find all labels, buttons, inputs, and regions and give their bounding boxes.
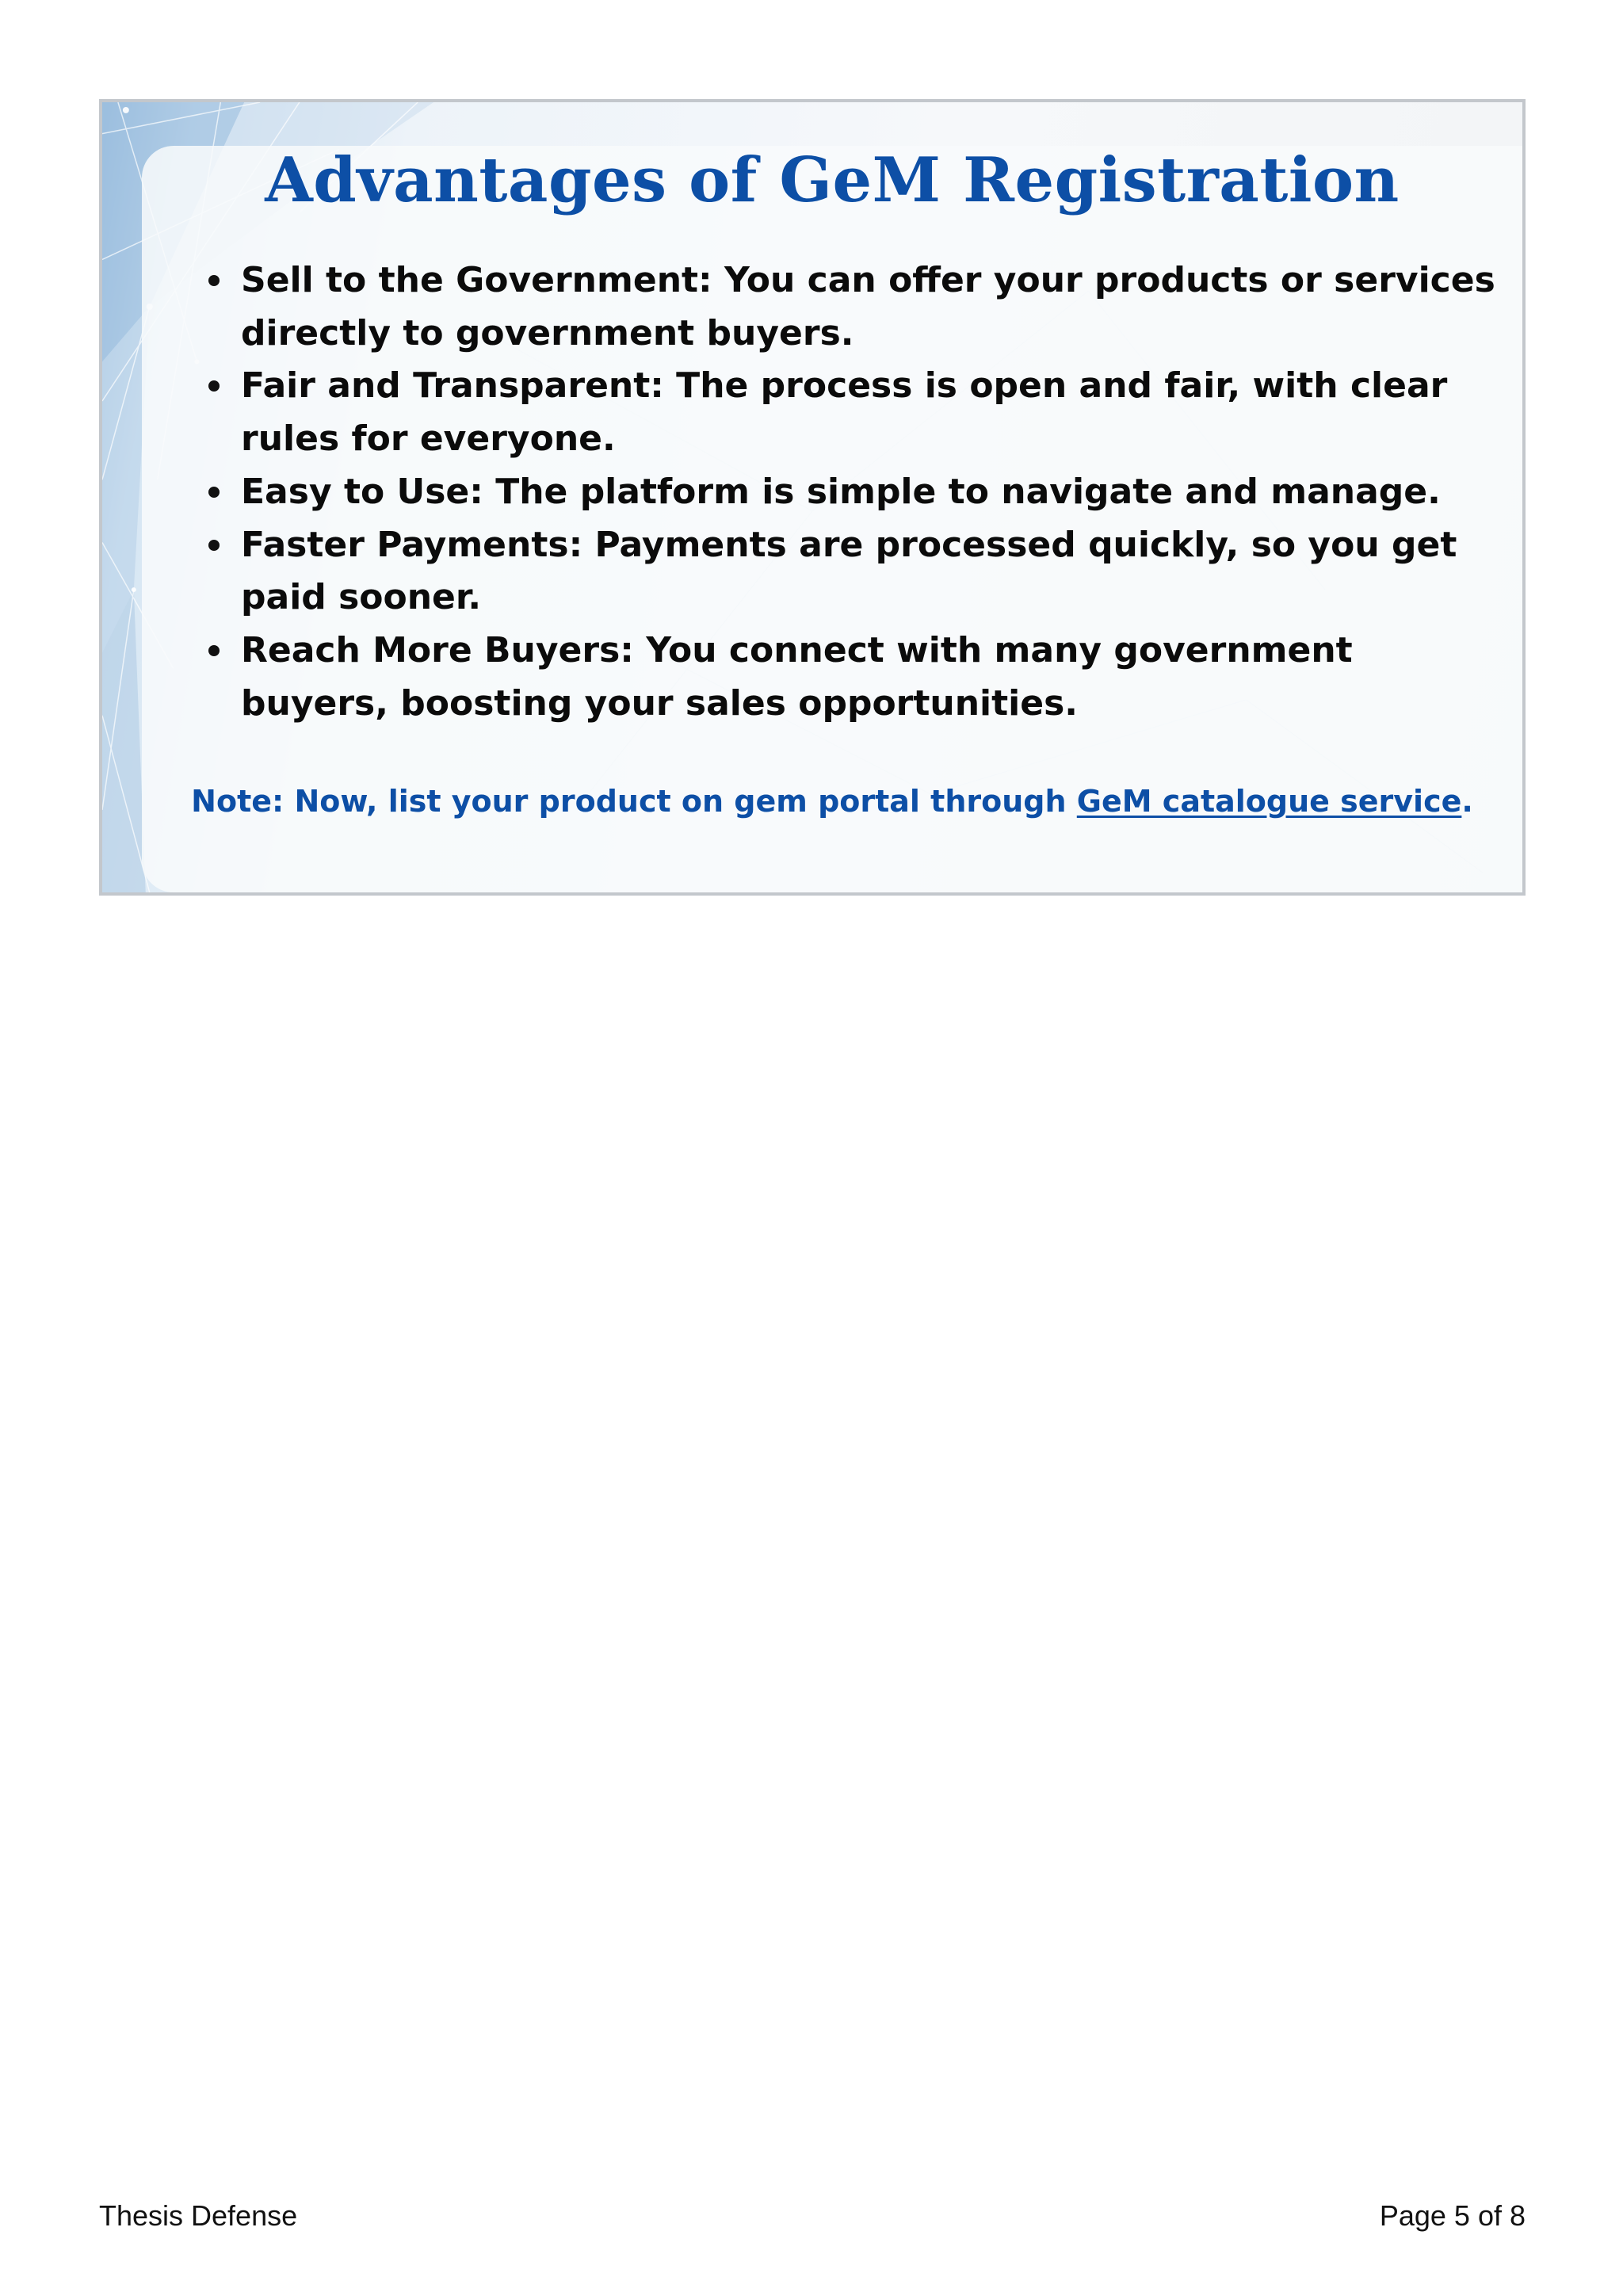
list-item-text: Faster Payments: Payments are processed quickly, so you get paid sooner. — [241, 524, 1457, 618]
slide-frame — [99, 99, 1526, 896]
footer-document-title: Thesis Defense — [99, 2199, 298, 2232]
bullet-icon — [208, 645, 220, 656]
list-item — [205, 519, 1505, 625]
list-item — [205, 360, 1505, 465]
bullet-icon — [208, 487, 220, 498]
footer-page-number: Page 5 of 8 — [1379, 2199, 1526, 2232]
list-item — [205, 466, 1505, 519]
list-item-text: Reach More Buyers: You connect with many government buyers, boosting your sales opportunities. — [241, 629, 1353, 724]
list-item-text: Easy to Use: The platform is simple to navigate and manage. — [241, 471, 1441, 512]
list-item — [205, 254, 1505, 360]
list-item — [205, 625, 1505, 730]
note-text — [142, 784, 1522, 820]
bullet-icon — [208, 540, 220, 551]
advantages-list — [205, 254, 1505, 730]
slide-title: Advantages of GeM Registration — [265, 144, 1400, 216]
gem-catalogue-service-link[interactable]: GeM catalogue service — [1076, 784, 1462, 819]
list-item-text: Sell to the Government: You can offer your products or services directly to government buyers. — [241, 260, 1495, 353]
note-prefix: Note: Now, list your product on gem portal through — [191, 784, 1077, 819]
bullet-icon — [208, 380, 220, 392]
note-suffix: . — [1461, 784, 1473, 819]
list-item-text: Fair and Transparent: The process is open and fair, with clear rules for everyone. — [241, 365, 1448, 460]
bullet-icon — [208, 275, 220, 286]
